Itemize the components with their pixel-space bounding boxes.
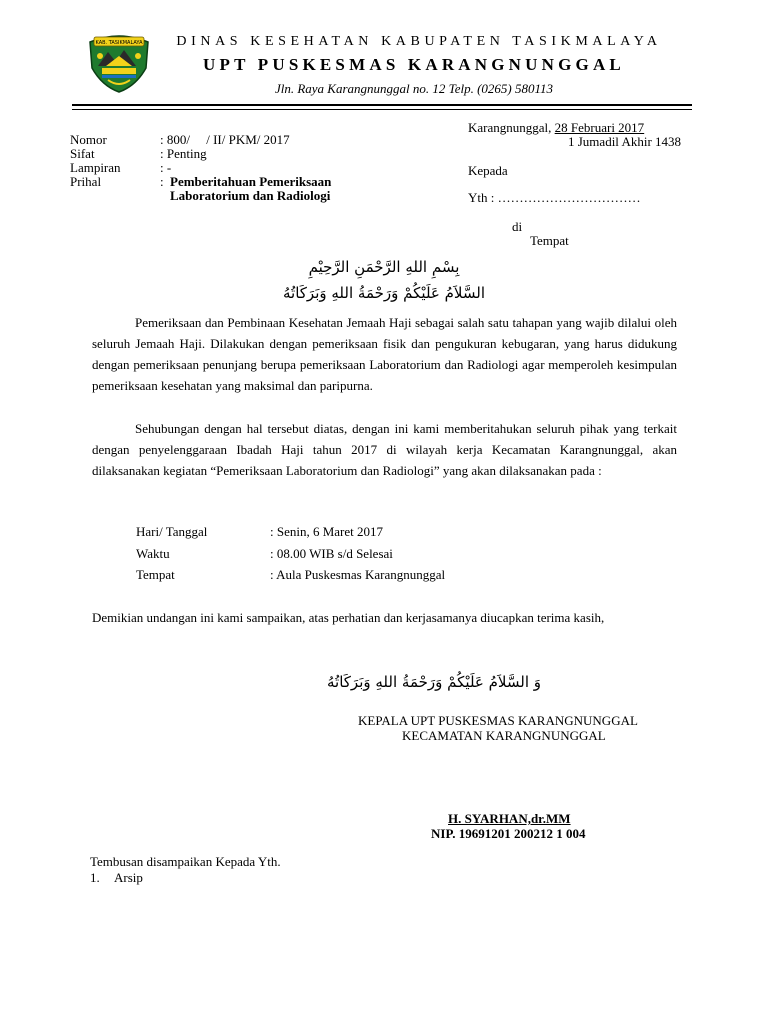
cc-item-number: 1.	[90, 870, 100, 885]
cc-item	[90, 870, 143, 886]
closing-paragraph: Demikian undangan ini kami sampaikan, atas perhatian dan kerjasamanya diucapkan terima kasih,	[92, 610, 605, 625]
header-rule-thick	[72, 104, 692, 106]
lampiran-value: : -	[160, 160, 172, 175]
unit-name: UPT PUSKESMAS KARANGNUNGGAL	[203, 55, 625, 74]
waktu-label: Waktu	[136, 546, 170, 561]
cc-item-label: Arsip	[114, 870, 143, 885]
header-rule-thin	[72, 109, 692, 110]
prihal-colon: :	[160, 174, 167, 189]
hijri-date: 1 Jumadil Akhir 1438	[568, 134, 682, 149]
place-prefix: Karangnunggal,	[468, 120, 555, 135]
sifat-label: Sifat	[70, 146, 95, 161]
tempat-sched-value: : Aula Puskesmas Karangnunggal	[270, 567, 446, 582]
salam-close: وَ السَّلاَمُ عَلَيْكُمْ وَرَحْمَةُ اللهِ وَبَرَكَاتُهُ	[327, 673, 541, 691]
di-label: di	[512, 219, 523, 234]
hari-value: : Senin, 6 Maret 2017	[270, 524, 384, 539]
basmala: بِسْمِ اللهِ الرَّحْمَنِ الرَّحِيْمِ	[308, 258, 460, 276]
lampiran-label: Lampiran	[70, 160, 121, 175]
cc-heading: Tembusan disampaikan Kepada Yth.	[90, 854, 281, 869]
sifat-value: : Penting	[160, 146, 207, 161]
prihal-label: Prihal	[70, 174, 102, 189]
salam-open: السَّلاَمُ عَلَيْكُمْ وَرَحْمَةُ اللهِ وَبَرَكَاتُهُ	[283, 284, 485, 302]
logo-text: KAB. TASIKMALAYA	[95, 40, 143, 46]
signatory-name: H. SYARHAN,dr.MM	[448, 811, 571, 826]
nomor-label: Nomor	[70, 132, 107, 147]
paragraph-2: Sehubungan dengan hal tersebut diatas, dengan ini kami memberitahukan seluruh pihak yang terkait dengan penyelenggaraan Ibadah Haji tahun 2017 di wilayah kerja Kecamatan Karangnunggal, akan dilaksanakan kegiatan “Pemeriksaan Laboratorium dan Radiologi” yang akan dilaksanakan pada :	[92, 421, 677, 478]
nomor-value: : 800/ / II/ PKM/ 2017	[160, 132, 290, 147]
kepada-label: Kepada	[468, 163, 508, 178]
yth-line: Yth : ……………………………	[468, 190, 641, 205]
paragraph-1: Pemeriksaan dan Pembinaan Kesehatan Jemaah Haji sebagai salah satu tahapan yang wajib dilalui oleh seluruh Jemaah Haji. Dilakukan dengan pemeriksaan fisik dan pengukuran kebugaran, yang harus didukung dengan pemeriksaan penunjang berupa pemeriksaan Laboratorium dan Radiologi agar memperoleh kesimpulan pemeriksaan kesehatan yang maksimal dan paripurna.	[92, 315, 677, 393]
prihal-line1: Pemberitahuan Pemeriksaan	[170, 174, 332, 189]
signatory-nip: NIP. 19691201 200212 1 004	[431, 826, 586, 841]
signature-title-1: KEPALA UPT PUSKESMAS KARANGNUNGGAL	[358, 713, 638, 728]
address: Jln. Raya Karangnunggal no. 12 Telp. (0265) 580113	[274, 81, 554, 96]
hari-label: Hari/ Tanggal	[136, 524, 208, 539]
letter-date: 28 Februari 2017	[554, 120, 645, 135]
agency-name: DINAS KESEHATAN KABUPATEN TASIKMALAYA	[176, 34, 662, 49]
tempat-sched-label: Tempat	[136, 567, 175, 582]
tempat-label: Tempat	[530, 233, 569, 248]
waktu-value: : 08.00 WIB s/d Selesai	[270, 546, 393, 561]
prihal-line2: Laboratorium dan Radiologi	[170, 188, 331, 203]
signature-title-2: KECAMATAN KARANGNUNGGAL	[402, 728, 606, 743]
